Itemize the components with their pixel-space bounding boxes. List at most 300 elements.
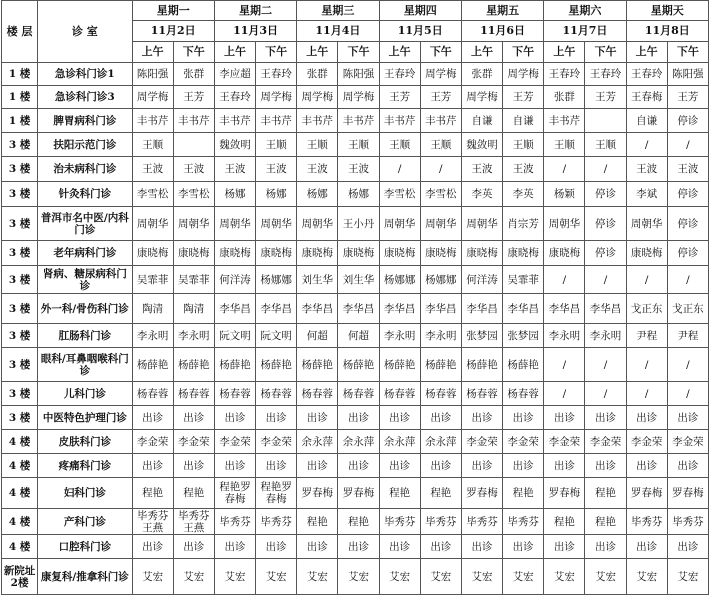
doctor-cell: 艾宏 [297,559,338,595]
doctor-cell: 王芳 [379,86,420,109]
floor-cell: 3 楼 [2,182,38,207]
clinic-name-cell: 外一科/骨伤科门诊 [38,294,132,324]
schedule-row [2,86,709,109]
doctor-cell: 艾宏 [626,559,667,595]
clinic-name-cell: 产科门诊 [38,509,132,535]
doctor-cell: / [544,382,585,406]
doctor-cell: 张群 [297,63,338,86]
doctor-cell: 周朝华 [420,207,461,241]
doctor-cell: 张梦园 [503,324,544,348]
doctor-cell: 杨春蓉 [338,382,379,406]
doctor-cell: 李金荣 [173,430,214,454]
doctor-cell: 丰书芹 [544,109,585,133]
doctor-cell: 李金荣 [585,430,626,454]
date-header: 11月8日 [626,21,708,42]
doctor-cell: 丰书芹 [338,109,379,133]
doctor-cell: 李华昌 [379,294,420,324]
pm-header: 下午 [420,42,461,63]
doctor-cell: 何洋涛 [214,266,255,294]
doctor-cell: 李金荣 [214,430,255,454]
doctor-cell: / [626,133,667,157]
doctor-cell: 王波 [503,157,544,182]
doctor-cell: 王波 [132,157,173,182]
doctor-cell: 丰书芹 [132,109,173,133]
floor-cell: 3 楼 [2,157,38,182]
doctor-cell: 艾宏 [173,559,214,595]
schedule-row [2,454,709,478]
doctor-cell: 王芳 [173,86,214,109]
doctor-cell: 毕秀芬 [667,509,708,535]
doctor-cell: 出诊 [338,406,379,430]
clinic-name-cell: 普洱市名中医/内科门诊 [38,207,132,241]
am-header: 上午 [297,42,338,63]
floor-cell: 1 楼 [2,109,38,133]
doctor-cell: 李金荣 [503,430,544,454]
doctor-cell: 吴霏菲 [503,266,544,294]
schedule-row [2,109,709,133]
day-name-header: 星期四 [379,1,461,21]
doctor-cell: 王顺 [132,133,173,157]
doctor-cell: 周学梅 [256,86,297,109]
pm-header: 下午 [503,42,544,63]
doctor-cell: 王波 [667,157,708,182]
am-header: 上午 [214,42,255,63]
doctor-cell: 吴霏菲 [173,266,214,294]
doctor-cell: 王顺 [338,133,379,157]
clinic-name-cell: 脾胃病科门诊 [38,109,132,133]
doctor-cell: 王波 [626,157,667,182]
doctor-cell: 李英 [461,182,502,207]
clinic-name-cell: 皮肤科门诊 [38,430,132,454]
doctor-cell: 艾宏 [338,559,379,595]
day-name-header: 星期六 [544,1,626,21]
am-header: 上午 [461,42,502,63]
doctor-cell: 何超 [297,324,338,348]
doctor-cell: / [626,348,667,382]
doctor-cell: 停诊 [667,207,708,241]
doctor-cell: 戈正东 [667,294,708,324]
schedule-row [2,133,709,157]
doctor-cell: 毕秀芬 [503,509,544,535]
floor-cell: 新院址2楼 [2,559,38,595]
day-name-header: 星期天 [626,1,708,21]
doctor-cell: 何超 [338,324,379,348]
doctor-cell: / [667,266,708,294]
doctor-cell: 出诊 [544,454,585,478]
doctor-cell: 程艳 [132,478,173,509]
doctor-cell: 出诊 [214,406,255,430]
doctor-cell: 杨薛艳 [297,348,338,382]
doctor-cell: 王顺 [297,133,338,157]
doctor-cell: 程艳 [585,509,626,535]
schedule-row [2,535,709,559]
doctor-cell: 出诊 [297,406,338,430]
doctor-cell: 杨薛艳 [256,348,297,382]
doctor-cell: 出诊 [544,406,585,430]
clinic-name-cell: 老年病科门诊 [38,241,132,266]
am-header: 上午 [544,42,585,63]
doctor-cell: 罗春梅 [626,478,667,509]
doctor-cell: 李斌 [626,182,667,207]
doctor-cell: 毕秀芬王燕 [173,509,214,535]
day-name-header: 星期三 [297,1,379,21]
floor-header: 楼 层 [2,1,38,63]
doctor-cell: 出诊 [379,454,420,478]
clinic-name-cell: 眼科/耳鼻咽喉科门诊 [38,348,132,382]
doctor-cell: 周学梅 [338,86,379,109]
doctor-cell: 艾宏 [214,559,255,595]
doctor-cell: 王波 [297,157,338,182]
doctor-cell: 出诊 [503,406,544,430]
am-header: 上午 [626,42,667,63]
floor-cell: 3 楼 [2,266,38,294]
schedule-row [2,509,709,535]
doctor-cell: 出诊 [461,406,502,430]
doctor-cell: 康晓梅 [214,241,255,266]
doctor-cell: 李华昌 [461,294,502,324]
doctor-cell: 出诊 [214,535,255,559]
doctor-cell: 丰书芹 [420,109,461,133]
doctor-cell: / [544,348,585,382]
doctor-cell: 杨薛艳 [461,348,502,382]
doctor-cell: 杨春蓉 [379,382,420,406]
doctor-cell: 杨春蓉 [132,382,173,406]
doctor-cell: 杨娜娜 [256,266,297,294]
doctor-cell: 罗春梅 [544,478,585,509]
doctor-cell: 自谦 [503,109,544,133]
schedule-row [2,559,709,595]
clinic-name-cell: 急诊科门诊3 [38,86,132,109]
floor-cell: 3 楼 [2,324,38,348]
date-header: 11月4日 [297,21,379,42]
doctor-cell: 出诊 [338,454,379,478]
doctor-cell: 杨娜 [214,182,255,207]
doctor-cell: 丰书芹 [379,109,420,133]
doctor-cell: 艾宏 [667,559,708,595]
doctor-cell: 周朝华 [379,207,420,241]
doctor-cell: 王春玲 [544,63,585,86]
pm-header: 下午 [667,42,708,63]
doctor-cell: / [667,133,708,157]
doctor-cell: 杨娜娜 [420,266,461,294]
doctor-cell: / [626,266,667,294]
doctor-cell: 程艳 [379,478,420,509]
doctor-cell: 李永明 [544,324,585,348]
floor-cell: 3 楼 [2,294,38,324]
doctor-cell: 周朝华 [173,207,214,241]
doctor-cell: 李华昌 [544,294,585,324]
doctor-cell: 出诊 [420,454,461,478]
am-header: 上午 [132,42,173,63]
doctor-cell: 李永明 [420,324,461,348]
doctor-cell: 出诊 [503,535,544,559]
doctor-cell: 杨颖 [544,182,585,207]
doctor-cell: 周学梅 [461,86,502,109]
pm-header: 下午 [338,42,379,63]
pm-header: 下午 [256,42,297,63]
schedule-row [2,182,709,207]
doctor-cell: / [667,382,708,406]
schedule-row [2,430,709,454]
clinic-name-cell: 治未病科门诊 [38,157,132,182]
doctor-cell: 出诊 [420,535,461,559]
doctor-cell: 王芳 [503,86,544,109]
doctor-cell: 李金荣 [256,430,297,454]
doctor-cell: 程艳罗春梅 [256,478,297,509]
clinic-name-cell: 康复科/推拿科门诊 [38,559,132,595]
doctor-cell: 王芳 [667,86,708,109]
doctor-cell: 余永萍 [420,430,461,454]
doctor-cell: 肖宗芳 [503,207,544,241]
doctor-cell: 艾宏 [544,559,585,595]
doctor-cell: 杨薛艳 [420,348,461,382]
doctor-cell: 丰书芹 [173,109,214,133]
doctor-cell: / [667,348,708,382]
doctor-cell: 杨娜 [338,182,379,207]
doctor-cell: 程艳 [503,478,544,509]
doctor-cell: / [544,157,585,182]
doctor-cell: 王顺 [379,133,420,157]
doctor-cell: 杨薛艳 [379,348,420,382]
doctor-cell: 停诊 [667,241,708,266]
floor-cell: 3 楼 [2,382,38,406]
pm-header: 下午 [585,42,626,63]
doctor-cell: 康晓梅 [420,241,461,266]
doctor-cell: 李华昌 [338,294,379,324]
doctor-cell [585,109,626,133]
doctor-cell: 周学梅 [297,86,338,109]
floor-cell: 3 楼 [2,348,38,382]
doctor-cell: 康晓梅 [626,241,667,266]
doctor-cell: 出诊 [297,454,338,478]
doctor-cell: 张梦园 [461,324,502,348]
doctor-cell: 余永萍 [297,430,338,454]
doctor-cell: / [585,157,626,182]
date-header: 11月6日 [461,21,543,42]
doctor-cell: 程艳 [173,478,214,509]
doctor-cell: 停诊 [667,182,708,207]
floor-cell: 4 楼 [2,535,38,559]
pm-header: 下午 [173,42,214,63]
doctor-cell: 尹程 [667,324,708,348]
doctor-cell: 周朝华 [132,207,173,241]
doctor-cell: 李华昌 [420,294,461,324]
doctor-cell: 杨薛艳 [503,348,544,382]
doctor-cell: 艾宏 [461,559,502,595]
doctor-cell: 艾宏 [420,559,461,595]
doctor-cell: 王波 [173,157,214,182]
doctor-cell: 罗春梅 [338,478,379,509]
doctor-cell: 停诊 [585,241,626,266]
doctor-cell: 张群 [461,63,502,86]
doctor-cell: 康晓梅 [544,241,585,266]
doctor-cell: 程艳 [338,509,379,535]
doctor-cell: 出诊 [256,454,297,478]
doctor-cell: 艾宏 [256,559,297,595]
doctor-cell: 程艳 [297,509,338,535]
doctor-cell: 出诊 [585,535,626,559]
doctor-cell: 余永萍 [338,430,379,454]
doctor-cell: 丰书芹 [214,109,255,133]
doctor-cell: 康晓梅 [173,241,214,266]
doctor-cell: 李金荣 [461,430,502,454]
doctor-cell: 周朝华 [256,207,297,241]
doctor-cell: 李雪松 [173,182,214,207]
floor-cell: 3 楼 [2,241,38,266]
doctor-cell: 王春玲 [379,63,420,86]
doctor-cell: 李永明 [173,324,214,348]
schedule-row [2,294,709,324]
doctor-cell: 李雪松 [132,182,173,207]
clinic-name-cell: 肛肠科门诊 [38,324,132,348]
doctor-cell: 魏敛明 [461,133,502,157]
floor-cell: 1 楼 [2,63,38,86]
doctor-cell: 出诊 [461,535,502,559]
doctor-cell: 出诊 [667,535,708,559]
doctor-cell: 陶清 [132,294,173,324]
doctor-cell: 刘生华 [338,266,379,294]
doctor-cell: 李应超 [214,63,255,86]
doctor-cell: 罗春梅 [461,478,502,509]
doctor-cell: 阮文明 [214,324,255,348]
doctor-cell: 陈阳强 [132,63,173,86]
doctor-cell: 杨薛艳 [338,348,379,382]
doctor-cell: 戈正东 [626,294,667,324]
doctor-cell: 停诊 [667,109,708,133]
doctor-cell: 出诊 [667,406,708,430]
floor-cell: 1 楼 [2,86,38,109]
doctor-cell: 杨春蓉 [256,382,297,406]
doctor-cell: 毕秀芬 [461,509,502,535]
doctor-cell: 李英 [503,182,544,207]
doctor-cell: 阮文明 [256,324,297,348]
doctor-cell: 杨薛艳 [132,348,173,382]
doctor-cell: 出诊 [461,454,502,478]
doctor-cell: 王顺 [585,133,626,157]
date-header: 11月7日 [544,21,626,42]
doctor-cell: 李金荣 [544,430,585,454]
doctor-cell: 周朝华 [297,207,338,241]
doctor-cell: 王春玲 [626,63,667,86]
doctor-cell: 李华昌 [297,294,338,324]
doctor-cell: 王春玲 [256,63,297,86]
doctor-cell: 程艳 [544,509,585,535]
doctor-cell: 杨春蓉 [297,382,338,406]
doctor-cell: 周朝华 [461,207,502,241]
schedule-row [2,478,709,509]
doctor-cell: 杨春蓉 [461,382,502,406]
doctor-cell: 王顺 [256,133,297,157]
doctor-cell: 王芳 [585,86,626,109]
doctor-cell: 停诊 [585,182,626,207]
doctor-cell: / [420,157,461,182]
date-header: 11月3日 [214,21,296,42]
doctor-cell: 出诊 [503,454,544,478]
doctor-cell: 王波 [214,157,255,182]
doctor-cell: 自谦 [461,109,502,133]
doctor-cell: 李金荣 [667,430,708,454]
doctor-cell: 出诊 [379,535,420,559]
doctor-cell: 出诊 [214,454,255,478]
doctor-cell: 李雪松 [379,182,420,207]
doctor-cell: 王芳 [420,86,461,109]
doctor-cell: 罗春梅 [667,478,708,509]
schedule-row [2,324,709,348]
doctor-cell: 李华昌 [503,294,544,324]
doctor-cell: 程艳罗春梅 [214,478,255,509]
doctor-cell: 出诊 [667,454,708,478]
doctor-cell: 杨娜娜 [379,266,420,294]
doctor-cell: 杨娜 [297,182,338,207]
doctor-cell: 杨薛艳 [214,348,255,382]
date-header: 11月5日 [379,21,461,42]
clinic-name-cell: 疼痛科门诊 [38,454,132,478]
doctor-cell: 出诊 [132,535,173,559]
doctor-cell: 周朝华 [626,207,667,241]
doctor-cell: 罗春梅 [297,478,338,509]
doctor-cell: 杨春蓉 [214,382,255,406]
doctor-cell: 康晓梅 [379,241,420,266]
clinic-name-cell: 儿科门诊 [38,382,132,406]
doctor-cell: 王小丹 [338,207,379,241]
doctor-cell: 张群 [173,63,214,86]
doctor-cell: / [585,382,626,406]
floor-cell: 3 楼 [2,406,38,430]
clinic-name-cell: 肾病、糖尿病科门诊 [38,266,132,294]
doctor-cell: 出诊 [132,406,173,430]
clinic-name-cell: 口腔科门诊 [38,535,132,559]
schedule-table [1,0,709,595]
doctor-cell: 出诊 [256,535,297,559]
doctor-cell: 出诊 [585,454,626,478]
doctor-cell: 杨春蓉 [420,382,461,406]
doctor-cell: 艾宏 [503,559,544,595]
doctor-cell: 出诊 [626,406,667,430]
doctor-cell: 李华昌 [214,294,255,324]
doctor-cell: 李金荣 [132,430,173,454]
floor-cell: 3 楼 [2,207,38,241]
doctor-cell: 陈阳强 [667,63,708,86]
clinic-name-cell: 中医特色护理门诊 [38,406,132,430]
am-header: 上午 [379,42,420,63]
day-name-header: 星期五 [461,1,543,21]
doctor-cell: 余永萍 [379,430,420,454]
doctor-cell: 杨娜 [256,182,297,207]
doctor-cell: 陶清 [173,294,214,324]
date-header: 11月2日 [132,21,214,42]
doctor-cell: / [379,157,420,182]
doctor-cell: / [585,348,626,382]
doctor-cell: 李金荣 [626,430,667,454]
doctor-cell: 尹程 [626,324,667,348]
floor-cell: 3 楼 [2,133,38,157]
doctor-cell: 毕秀芬 [420,509,461,535]
doctor-cell: 自谦 [626,109,667,133]
doctor-cell: 丰书芹 [256,109,297,133]
doctor-cell: 毕秀芬 [379,509,420,535]
doctor-cell: 王春玲 [214,86,255,109]
doctor-cell: 魏敛明 [214,133,255,157]
doctor-cell: 王春梅 [626,86,667,109]
doctor-cell [173,133,214,157]
schedule-row [2,207,709,241]
doctor-cell: 艾宏 [585,559,626,595]
doctor-cell: 出诊 [297,535,338,559]
doctor-cell: 杨春蓉 [173,382,214,406]
clinic-name-cell: 妇科门诊 [38,478,132,509]
doctor-cell: 陈阳强 [338,63,379,86]
doctor-cell: 出诊 [338,535,379,559]
